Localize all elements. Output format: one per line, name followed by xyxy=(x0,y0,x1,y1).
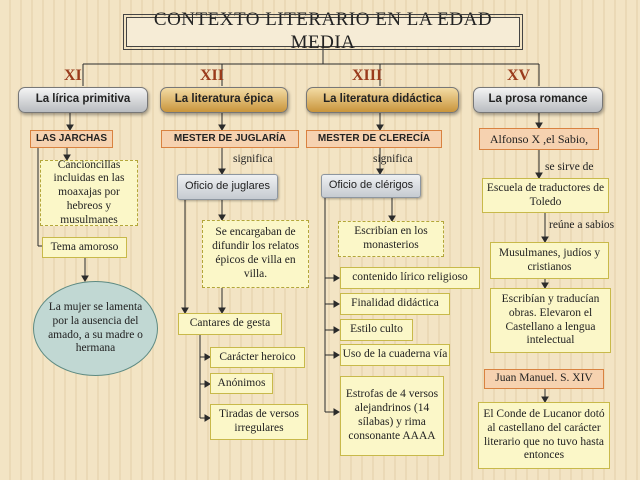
escuela-traductores-box: Escuela de traductores de Toledo xyxy=(482,178,609,213)
mester-clerecia-box: MESTER DE CLERECÍA xyxy=(306,130,442,148)
reune-a-sabios-label: reúne a sabios xyxy=(549,219,615,231)
oficio-clerigos-box: Oficio de clérigos xyxy=(321,174,421,198)
mujer-lamento-circle: La mujer se lamenta por la ausencia del amado, a su madre o hermana xyxy=(33,281,158,376)
century-label-xv: XV xyxy=(507,67,531,84)
tema-amoroso-box: Tema amoroso xyxy=(42,237,127,258)
monasterios-box: Escribían en los monasterios xyxy=(338,221,444,257)
cancioncillas-box: Cancioncillas incluidas en las moaxajas por hebreos y musulmanes xyxy=(40,160,138,226)
juan-manuel-box: Juan Manuel. S. XIV xyxy=(484,369,604,389)
tiradas-versos-box: Tiradas de versos irregulares xyxy=(210,404,308,440)
conde-lucanor-box: El Conde de Lucanor dotó al castellano del carácter literario que no tuvo hasta entonces xyxy=(478,402,610,469)
difundir-relatos-box: Se encargaban de difundir los relatos épicos de villa en villa. xyxy=(202,220,309,288)
anonimos-box: Anónimos xyxy=(210,373,273,394)
century-label-xiii: XIII xyxy=(352,67,383,84)
header-prosa-romance[interactable]: La prosa romance xyxy=(473,87,603,113)
contenido-lirico-box: contenido lírico religioso xyxy=(340,267,480,289)
estrofas-box: Estrofas de 4 versos alejandrinos (14 sílabas) y rima consonante AAAA xyxy=(340,376,444,456)
mester-juglaria-box: MESTER DE JUGLARÍA xyxy=(161,130,299,148)
se-sirve-de-label: se sirve de xyxy=(545,161,594,173)
musulmanes-judios-box: Musulmanes, judíos y cristianos xyxy=(490,242,609,279)
alfonso-x-box: Alfonso X ,el Sabio, xyxy=(479,128,599,150)
las-jarchas-box: LAS JARCHAS xyxy=(30,130,113,148)
century-label-xi: XI xyxy=(64,67,82,84)
escribian-traducian-box: Escribían y traducían obras. Elevaron el Castellano a lengua intelectual xyxy=(490,288,611,353)
significa-label-clerecia: significa xyxy=(373,153,413,165)
diagram-title: CONTEXTO LITERARIO EN LA EDAD MEDIA xyxy=(126,17,520,47)
finalidad-didactica-box: Finalidad didáctica xyxy=(340,293,450,315)
cuaderna-via-box: Uso de la cuaderna vía xyxy=(340,344,450,366)
oficio-juglares-box: Oficio de juglares xyxy=(177,174,278,200)
header-literatura-didactica[interactable]: La literatura didáctica xyxy=(306,87,459,113)
estilo-culto-box: Estilo culto xyxy=(340,319,413,341)
header-lirica-primitiva[interactable]: La lírica primitiva xyxy=(18,87,148,113)
cantares-gesta-box: Cantares de gesta xyxy=(178,313,282,335)
significa-label-juglaria: significa xyxy=(233,153,273,165)
century-label-xii: XII xyxy=(200,67,225,84)
header-literatura-epica[interactable]: La literatura épica xyxy=(160,87,288,113)
caracter-heroico-box: Carácter heroico xyxy=(210,347,305,368)
